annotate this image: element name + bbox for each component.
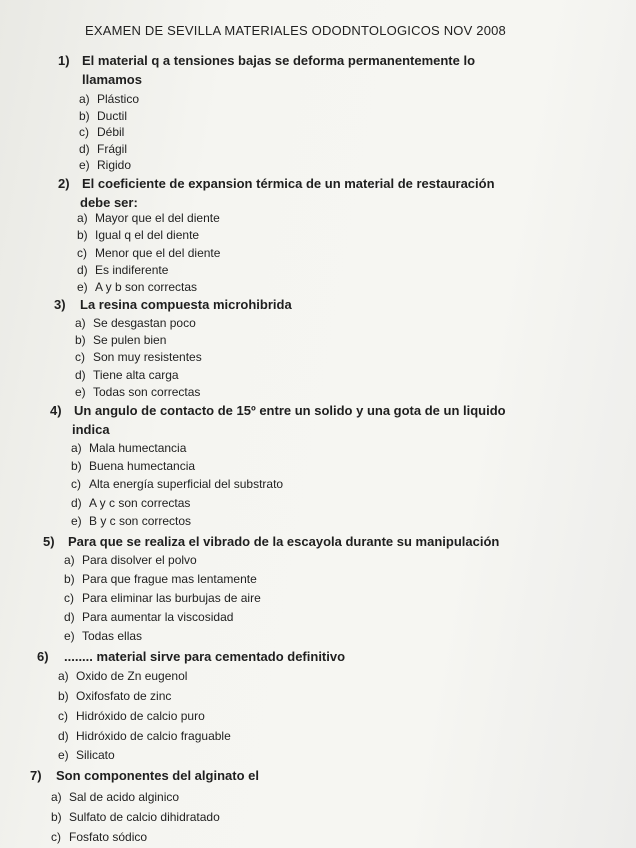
question-text: Para que se realiza el vibrado de la escayola durante su manipulación [68, 534, 500, 549]
option-1b: b) Ductil [79, 109, 128, 123]
option-3d: d) Tiene alta carga [75, 368, 179, 382]
option-2b: b) Igual q el del diente [77, 228, 200, 242]
option-4c: c) Alta energía superficial del substrato [71, 477, 284, 491]
option-2a: a) Mayor que el del diente [77, 211, 220, 225]
option-4b: b) Buena humectancia [71, 459, 196, 473]
option-7c: c) Fosfato sódico [51, 830, 148, 844]
question-number: 3) [54, 297, 66, 312]
option-5e: e) Todas ellas [64, 629, 143, 643]
option-7a: a) Sal de acido alginico [51, 790, 180, 804]
option-5c: c) Para eliminar las burbujas de aire [64, 591, 261, 605]
question-5-heading [43, 534, 499, 549]
question-text: Un angulo de contacto de 15º entre un solido y una gota de un liquido [74, 403, 506, 418]
option-1c: c) Débil [79, 125, 125, 139]
question-number: 1) [58, 53, 70, 68]
option-1a: a) Plástico [79, 92, 140, 106]
option-5b: b) Para que frague mas lentamente [64, 572, 257, 586]
option-6b: b) Oxifosfato de zinc [58, 689, 172, 703]
question-number: 2) [58, 176, 70, 191]
option-4e: e) B y c son correctos [71, 514, 192, 528]
question-2-continuation: debe ser: [80, 195, 138, 210]
question-number: 6) [37, 649, 49, 664]
question-text: El material q a tensiones bajas se deforma permanentemente lo [82, 53, 476, 68]
option-2e: e) A y b son correctas [77, 280, 198, 294]
question-3-heading [54, 297, 292, 312]
option-3b: b) Se pulen bien [75, 333, 167, 347]
option-5d: d) Para aumentar la viscosidad [64, 610, 234, 624]
question-number: 4) [50, 403, 62, 418]
option-6e: e) Silicato [58, 748, 115, 762]
option-7b: b) Sulfato de calcio dihidratado [51, 810, 220, 824]
option-6a: a) Oxido de Zn eugenol [58, 669, 188, 683]
option-1d: d) Frágil [79, 142, 128, 156]
question-text: La resina compuesta microhibrida [80, 297, 292, 312]
option-3c: c) Son muy resistentes [75, 350, 202, 364]
question-2-heading [58, 176, 495, 191]
option-6c: c) Hidróxido de calcio puro [58, 709, 205, 723]
option-2d: d) Es indiferente [77, 263, 169, 277]
question-4-heading [50, 403, 506, 418]
option-3a: a) Se desgastan poco [75, 316, 196, 330]
option-5a: a) Para disolver el polvo [64, 553, 197, 567]
question-6-heading [37, 649, 345, 664]
question-1-continuation: llamamos [82, 72, 142, 87]
option-3e: e) Todas son correctas [75, 385, 201, 399]
option-4d: d) A y c son correctas [71, 496, 191, 510]
question-text: El coeficiente de expansion térmica de un material de restauración [82, 176, 495, 191]
question-text: Son componentes del alginato el [56, 768, 259, 783]
question-4-continuation: indica [72, 422, 110, 437]
option-1e: e) Rigido [79, 158, 132, 172]
option-2c: c) Menor que el del diente [77, 246, 221, 260]
question-text: ........ material sirve para cementado definitivo [64, 649, 346, 664]
option-4a: a) Mala humectancia [71, 441, 187, 455]
question-number: 5) [43, 534, 55, 549]
question-1-heading [58, 53, 475, 68]
exam-title: EXAMEN DE SEVILLA MATERIALES ODODNTOLOGICOS NOV 2008 [85, 23, 506, 38]
option-6d: d) Hidróxido de calcio fraguable [58, 729, 231, 743]
question-7-heading [30, 768, 259, 783]
question-number: 7) [30, 768, 42, 783]
